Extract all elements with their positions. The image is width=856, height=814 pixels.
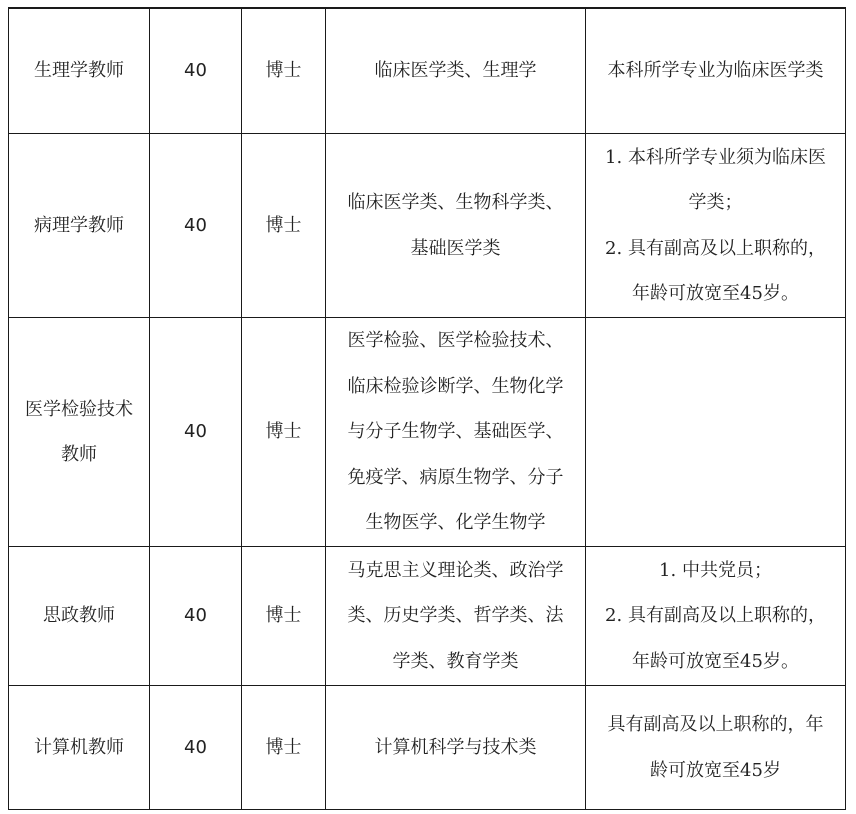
requirement-line: 年龄可放宽至45岁。 [632, 650, 799, 672]
major-cell [326, 686, 586, 810]
requirements-cell [586, 9, 846, 134]
major-line: 类、历史学类、哲学类、法 [347, 605, 564, 627]
major-cell [326, 318, 586, 547]
position-cell: 思政教师 [9, 547, 150, 686]
major-line: 基础医学类 [410, 237, 501, 259]
requirement-line: 学类； [688, 192, 743, 213]
degree-cell: 博士 [242, 318, 326, 547]
requirement-line: 2. 具有副高及以上职称的， [605, 237, 826, 259]
requirement-line: 1. 本科所学专业须为临床医 [605, 146, 826, 168]
major-line: 医学检验、医学检验技术、 [347, 330, 564, 352]
requirements-cell [586, 134, 846, 318]
major-line: 生物医学、化学生物学 [365, 512, 546, 534]
requirement-line: 年龄可放宽至45岁。 [632, 283, 799, 304]
position-line: 医学检验技术 [25, 398, 133, 420]
table-row [9, 318, 846, 547]
position-cell: 生理学教师 [9, 9, 150, 134]
degree-cell: 博士 [242, 547, 326, 686]
recruitment-table [8, 7, 846, 810]
position-cell: 计算机教师 [9, 686, 150, 810]
table-row [9, 9, 846, 134]
count-cell: 40 [150, 686, 242, 810]
major-cell [326, 9, 586, 134]
major-line: 计算机科学与技术类 [374, 736, 537, 758]
major-cell [326, 134, 586, 318]
count-cell: 40 [150, 547, 242, 686]
requirement-line: 本科所学专业为临床医学类 [607, 60, 824, 82]
requirement-line: 具有副高及以上职称的，年 [607, 714, 824, 735]
count-cell: 40 [150, 9, 242, 134]
table-row [9, 134, 846, 318]
position-cell [9, 318, 150, 547]
position-line: 教师 [61, 444, 97, 465]
table-row [9, 547, 846, 686]
table-row [9, 686, 846, 810]
requirements-cell [586, 318, 846, 547]
major-line: 临床医学类、生理学 [374, 60, 537, 82]
major-line: 学类、教育学类 [392, 650, 519, 672]
requirements-cell [586, 547, 846, 686]
degree-cell: 博士 [242, 134, 326, 318]
major-line: 临床检验诊断学、生物化学 [347, 375, 564, 397]
major-line: 马克思主义理论类、政治学 [347, 559, 564, 581]
requirements-cell [586, 686, 846, 810]
count-cell: 40 [150, 318, 242, 547]
degree-cell: 博士 [242, 686, 326, 810]
position-cell: 病理学教师 [9, 134, 150, 318]
requirement-line: 龄可放宽至45岁 [650, 759, 781, 781]
count-cell: 40 [150, 134, 242, 318]
degree-cell: 博士 [242, 9, 326, 134]
major-line: 免疫学、病原生物学、分子 [347, 466, 564, 488]
major-cell [326, 547, 586, 686]
major-line: 临床医学类、生物科学类、 [347, 192, 564, 213]
major-line: 与分子生物学、基础医学、 [347, 421, 564, 443]
requirement-line: 2. 具有副高及以上职称的， [605, 605, 826, 627]
requirement-line: 1. 中共党员； [659, 559, 772, 581]
